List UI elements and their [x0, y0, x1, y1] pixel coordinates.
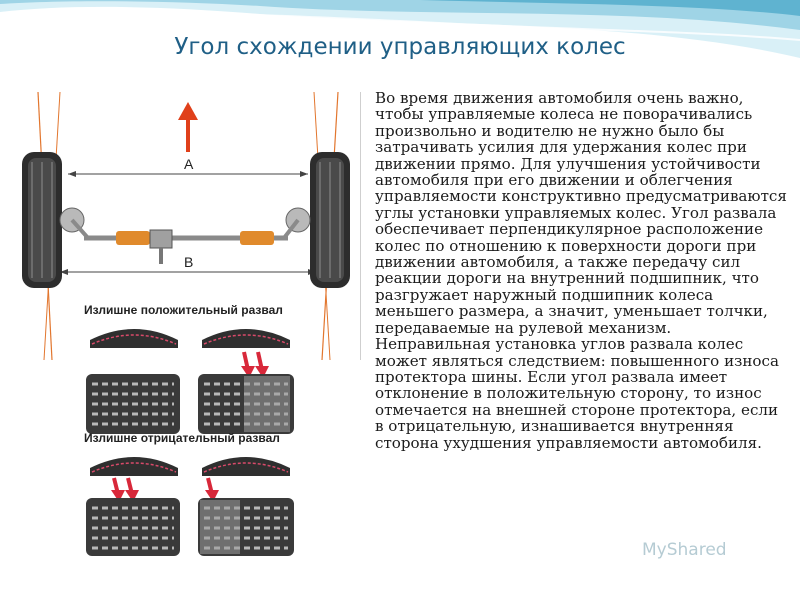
- direction-arrow: [178, 102, 198, 152]
- tread-positive-worn: [198, 374, 294, 434]
- watermark: MyShared: [642, 540, 727, 560]
- negative-camber-caption: Излишне отрицательный развал: [84, 431, 280, 445]
- body-paragraph: Во время движения автомобиля очень важно, чтобы управляемые колеса не поворачивались произвольно и водителю не нужно было бы затрачивать усилия для удержания колес при движении прямо. Для улучшения устойчивости автомобиля при его движении и облегчения управляемости конструктивно предусматриваются углы установки управляемых колес. Угол развала обеспечивает перпендикулярное расположение колес по отношению к поверхности дороги при движении автомобиля, а также передачу сил реакции дороги на внутренний подшипник, что разгружает наружный подшипник колеса меньшего размера, а значит, уменьшает толчки, передаваемые на рулевой механизм. Неправильная установка углов развала колес может являться следствием: повышенного износа протектора шины. Если угол развала имеет отклонение в положительную сторону, то износ отмечается на внешней стороне протектора, если в отрицательную, изнашивается внутренняя сторона ухудшения управляемости автомобиля.: [375, 89, 787, 452]
- positive-camber-caption: Излишне положительный развал: [84, 303, 283, 317]
- dimension-b-label: В: [184, 254, 194, 270]
- tread-negative-worn: [198, 498, 294, 556]
- slide-title: Угол схождении управляющих колес: [174, 34, 626, 60]
- dimension-a-label: А: [184, 156, 194, 172]
- tire-wear-illustration: [78, 298, 314, 560]
- tread-negative-normal: [86, 498, 180, 556]
- tread-positive-normal: [86, 374, 180, 434]
